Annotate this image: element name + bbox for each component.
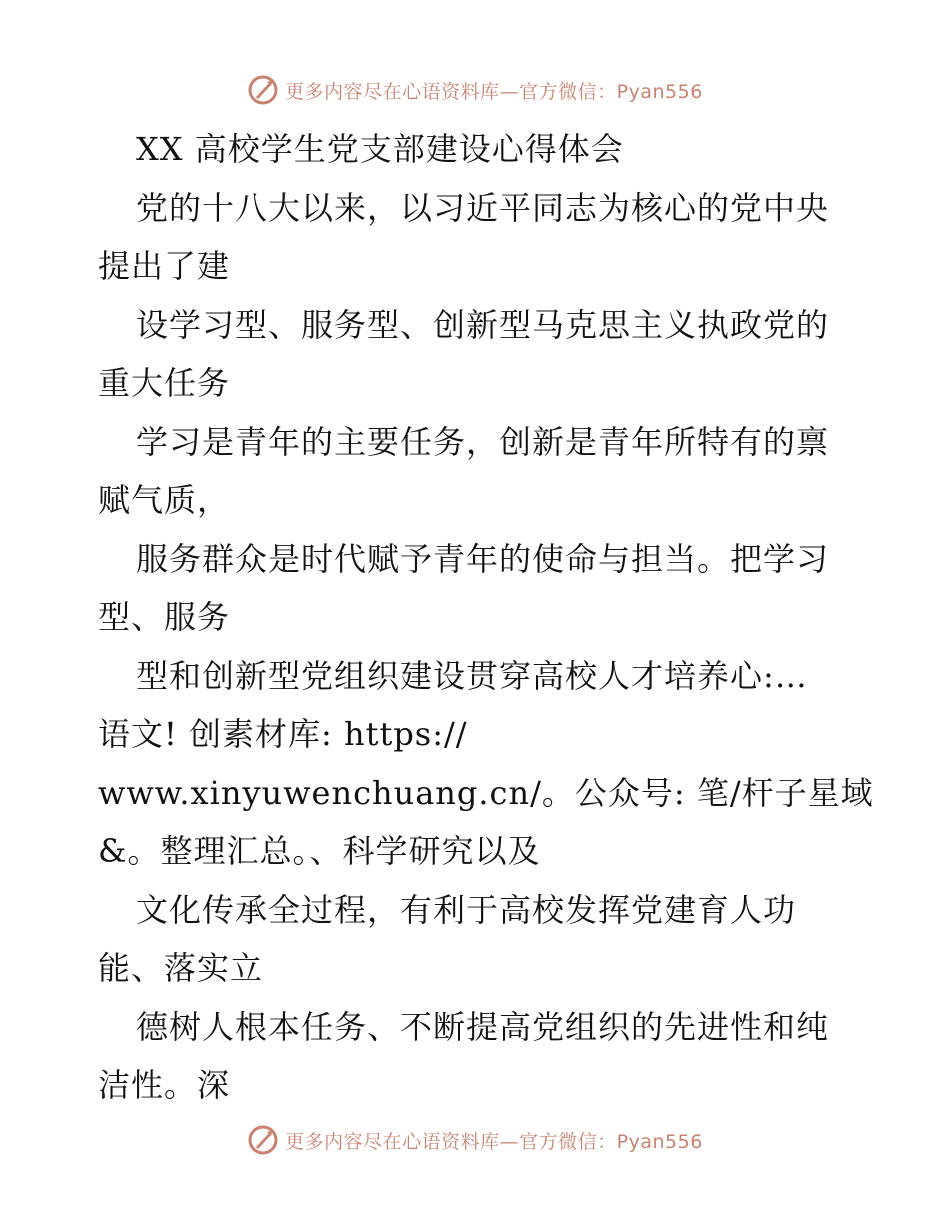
- footer-watermark-text: [285, 1127, 703, 1154]
- doc-line: 洁性。深: [98, 1066, 231, 1104]
- header-banner-label: 更多内容尽在心语资料库—官方微信：: [285, 80, 617, 103]
- doc-line: 型和创新型党组织建设贯穿高校人才培养心:…: [136, 656, 808, 695]
- footer-watermark-banner: [0, 1120, 950, 1160]
- doc-line: 语文! 创素材库: https://: [98, 715, 468, 753]
- document-body: [98, 120, 874, 1115]
- doc-title: XX 高校学生党支部建设心得体会: [136, 130, 624, 168]
- doc-line: 学习是青年的主要任务，创新是青年所特有的禀: [136, 422, 830, 461]
- doc-line: 能、落实立: [98, 949, 264, 987]
- header-watermark-banner: [0, 70, 950, 110]
- footer-banner-label: 更多内容尽在心语资料库—官方微信：: [285, 1130, 617, 1153]
- footer-banner-id: Pyan556: [616, 1130, 703, 1153]
- quill-logo-icon: [247, 1124, 279, 1156]
- doc-line: 德树人根本任务、不断提高党组织的先进性和纯: [136, 1007, 830, 1046]
- doc-line: 党的十八大以来，以习近平同志为核心的党中央: [136, 188, 830, 227]
- doc-line: 赋气质，: [98, 481, 231, 519]
- doc-line: 重大任务: [98, 364, 231, 402]
- quill-logo-icon: [247, 74, 279, 106]
- header-watermark-text: [285, 77, 703, 104]
- doc-line: 设学习型、服务型、创新型马克思主义执政党的: [136, 305, 830, 344]
- doc-line: 文化传承全过程，有利于高校发挥党建育人功: [136, 890, 797, 929]
- doc-line: 型、服务: [98, 598, 231, 636]
- doc-line: 服务群众是时代赋予青年的使命与担当。把学习: [136, 539, 830, 578]
- doc-line: www.xinyuwenchuang.cn/。公众号: 笔/杆子星域: [98, 773, 874, 812]
- header-banner-id: Pyan556: [616, 80, 703, 103]
- doc-line: 提出了建: [98, 247, 231, 285]
- doc-line: &。整理汇总。、科学研究以及: [98, 832, 541, 870]
